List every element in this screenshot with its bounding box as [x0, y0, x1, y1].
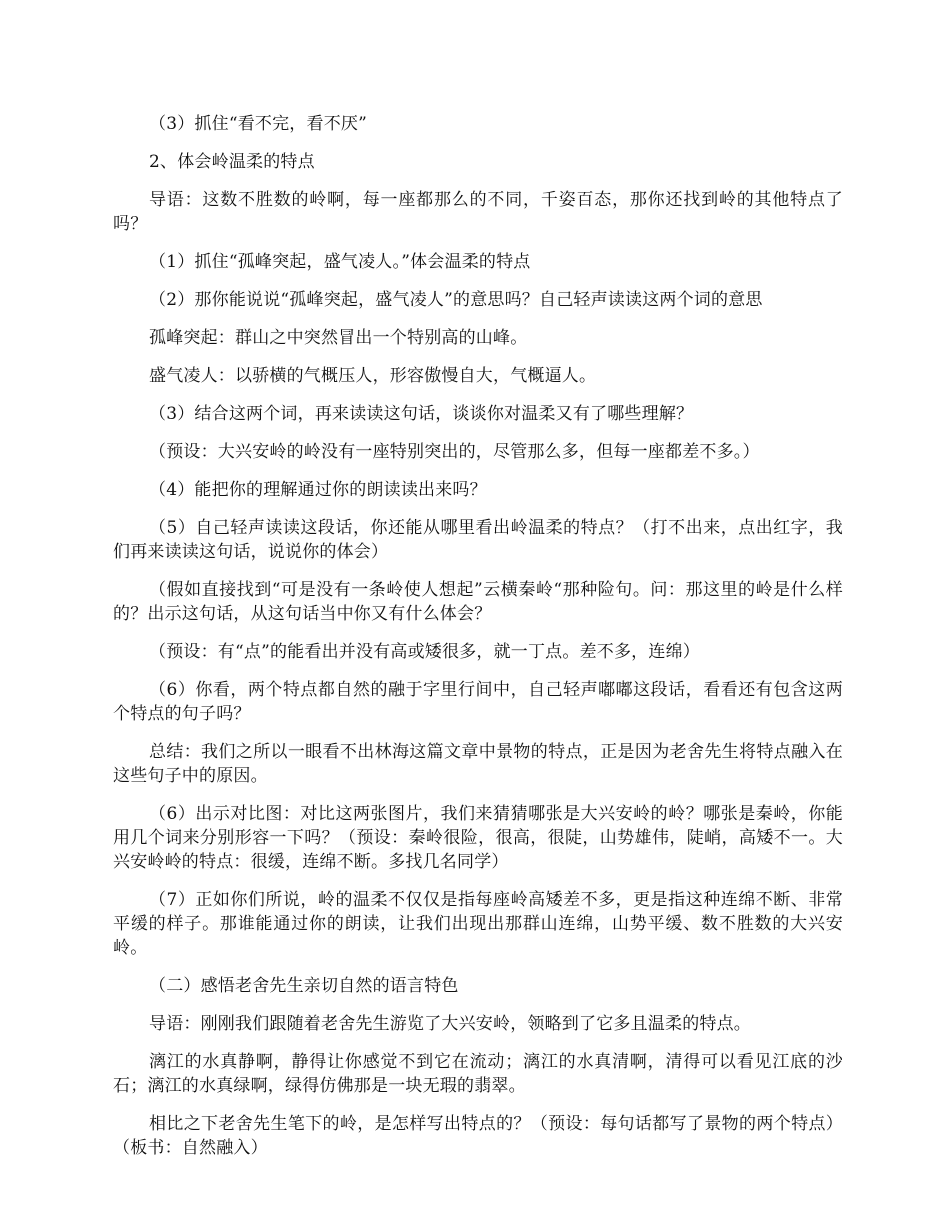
paragraph-1: （3）抓住“看不完，看不厌”	[149, 114, 367, 134]
paragraph-8: （3）结合这两个词，再来读读这句话，谈谈你对温柔又有了哪些理解？	[149, 404, 694, 424]
paragraph-15: 总结：我们之所以一眼看不出林海这篇文章中景物的特点，正是因为老舍先生将特点融入在这些句子中的原因。	[113, 742, 843, 786]
paragraph-18-heading: （二）感悟老舍先生亲切自然的语言特色	[149, 976, 459, 996]
paragraph-5: （2）那你能说说“孤峰突起，盛气凌人”的意思吗？自己轻声读读这两个词的意思	[149, 290, 763, 310]
paragraph-3: 导语：这数不胜数的岭啊，每一座都那么的不同，千姿百态，那你还找到岭的其他特点了吗？	[113, 190, 843, 234]
paragraph-16: （6）出示对比图：对比这两张图片，我们来猜猜哪张是大兴安岭的岭？哪张是秦岭，你能用几个词来分别形容一下吗？（预设：秦岭很险，很高，很陡，山势雄伟，陡峭，高矮不一。大兴安岭岭的特点：很缓，连绵不断。多找几名同学）	[113, 804, 843, 872]
paragraph-12: （假如直接找到“可是没有一条岭使人想起”云横秦岭“那种险句。问：那这里的岭是什么样的？出示这句话，从这句话当中你又有什么体会？	[113, 580, 843, 624]
document-body	[113, 112, 843, 1174]
paragraph-7: 盛气凌人：以骄横的气概压人，形容傲慢自大，气概逼人。	[149, 366, 597, 386]
paragraph-19: 导语：刚刚我们跟随着老舍先生游览了大兴安岭，领略到了它多且温柔的特点。	[149, 1014, 751, 1034]
paragraph-21: 相比之下老舍先生笔下的岭，是怎样写出特点的？（预设：每句话都写了景物的两个特点）（板书：自然融入）	[113, 1114, 843, 1158]
paragraph-10: （4）能把你的理解通过你的朗读读出来吗？	[149, 480, 487, 500]
paragraph-17: （7）正如你们所说，岭的温柔不仅仅是指每座岭高矮差不多，更是指这种连绵不断、非常平缓的样子。那谁能通过你的朗读，让我们出现出那群山连绵，山势平缓、数不胜数的大兴安岭。	[113, 890, 843, 958]
paragraph-9: （预设：大兴安岭的岭没有一座特别突出的，尽管那么多，但每一座都差不多。）	[149, 442, 760, 462]
paragraph-6: 孤峰突起：群山之中突然冒出一个特别高的山峰。	[149, 328, 528, 348]
paragraph-14: （6）你看，两个特点都自然的融于字里行间中，自己轻声嘟嘟这段话，看看还有包含这两个特点的句子吗？	[113, 680, 843, 724]
paragraph-11: （5）自己轻声读读这段话，你还能从哪里看出岭温柔的特点？（打不出来，点出红字，我们再来读读这句话，说说你的体会）	[113, 518, 843, 562]
paragraph-13: （预设：有“点”的能看出并没有高或矮很多，就一丁点。差不多，连绵）	[149, 642, 700, 662]
paragraph-4: （1）抓住“孤峰突起，盛气凌人。”体会温柔的特点	[149, 252, 531, 272]
paragraph-20: 漓江的水真静啊，静得让你感觉不到它在流动；漓江的水真清啊，清得可以看见江底的沙石；漓江的水真绿啊，绿得仿佛那是一块无瑕的翡翠。	[113, 1052, 843, 1096]
paragraph-2-heading: 2、体会岭温柔的特点	[149, 152, 315, 172]
